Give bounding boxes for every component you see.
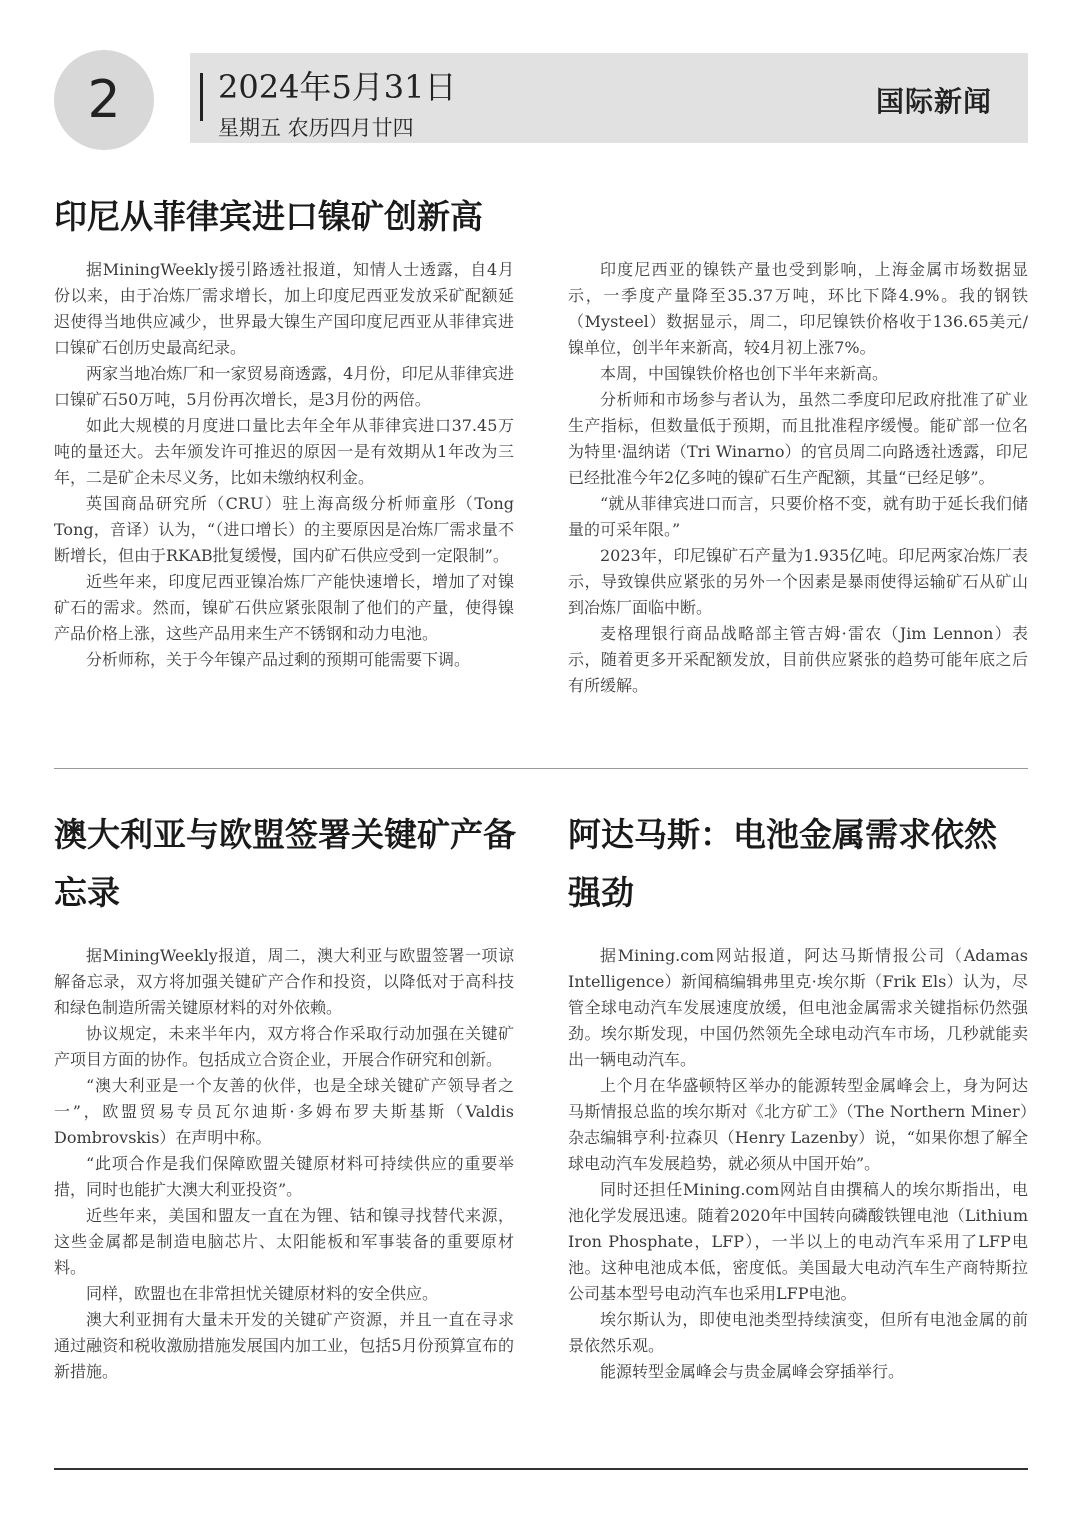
article1-left-column — [54, 257, 514, 673]
header-rule — [200, 73, 203, 121]
article2-paragraph: “此项合作是我们保障欧盟关键原材料可持续供应的重要举措，同时也能扩大澳大利亚投资”。 — [54, 1154, 514, 1199]
article1-paragraph: 两家当地冶炼厂和一家贸易商透露，4月份，印尼从菲律宾进口镍矿石50万吨，5月份再次增长，是3月份的两倍。 — [54, 364, 514, 409]
article2-paragraph: 近些年来，美国和盟友一直在为锂、钴和镍寻找替代来源，这些金属都是制造电脑芯片、太阳能板和军事装备的重要原材料。 — [54, 1206, 514, 1277]
section-divider — [54, 768, 1028, 769]
article1-paragraph: 据MiningWeekly援引路透社报道，知情人士透露，自4月份以来，由于冶炼厂需求增长，加上印度尼西亚发放采矿配额延迟使得当地供应减少，世界最大镍生产国印度尼西亚从菲律宾进口镍矿石创历史最高纪录。 — [54, 260, 514, 357]
article3-paragraph: 能源转型金属峰会与贵金属峰会穿插举行。 — [600, 1362, 905, 1381]
article1-paragraph: 麦格理银行商品战略部主管吉姆·雷农（Jim Lennon）表示，随着更多开采配额发放，目前供应紧张的趋势可能年底之后有所缓解。 — [568, 624, 1028, 695]
page-number: 2 — [87, 70, 121, 130]
article1-paragraph: 2023年，印尼镍矿石产量为1.935亿吨。印尼两家冶炼厂表示，导致镍供应紧张的另外一个因素是暴雨使得运输矿石从矿山到冶炼厂面临中断。 — [568, 546, 1028, 617]
page-number-badge — [54, 50, 154, 150]
article1-paragraph: 近些年来，印度尼西亚镍冶炼厂产能快速增长，增加了对镍矿石的需求。然而，镍矿石供应紧张限制了他们的产量，使得镍产品价格上涨，这些产品用来生产不锈钢和动力电池。 — [54, 572, 514, 643]
article1-right-column — [568, 257, 1028, 699]
article2-paragraph: 澳大利亚拥有大量未开发的关键矿产资源，并且一直在寻求通过融资和税收激励措施发展国内加工业，包括5月份预算宣布的新措施。 — [54, 1310, 514, 1381]
article2-title: 澳大利亚与欧盟签署关键矿产备忘录 — [54, 815, 516, 912]
article2-paragraph: 同样，欧盟也在非常担忧关键原材料的安全供应。 — [86, 1284, 439, 1303]
issue-weekday-lunar: 星期五 农历四月廿四 — [218, 116, 414, 140]
article1-paragraph: 分析师和市场参与者认为，虽然二季度印尼政府批准了矿业生产指标，但数量低于预期，而且批准程序缓慢。能矿部一位名为特里·温纳诺（Tri Winarno）的官员周二向路透社透露，印尼已经批准今年2亿多吨的镍矿石生产配额，其量“已经足够”。 — [568, 390, 1028, 487]
article1-title: 印尼从菲律宾进口镍矿创新高 — [54, 197, 483, 236]
article2-paragraph: 据MiningWeekly报道，周二，澳大利亚与欧盟签署一项谅解备忘录，双方将加强关键矿产合作和投资，以降低对于高科技和绿色制造所需关键原材料的对外依赖。 — [54, 946, 514, 1017]
article1-paragraph: 英国商品研究所（CRU）驻上海高级分析师童彤（Tong Tong，音译）认为，“（进口增长）的主要原因是冶炼厂需求量不断增长，但由于RKAB批复缓慢，国内矿石供应受到一定限制”。 — [54, 494, 514, 565]
issue-date: 2024年5月31日 — [218, 68, 457, 106]
article3-column — [568, 943, 1028, 1385]
article1-paragraph: 本周，中国镍铁价格也创下半年来新高。 — [600, 364, 889, 383]
article3-title: 阿达马斯：电池金属需求依然强劲 — [568, 815, 997, 912]
article1-paragraph: 如此大规模的月度进口量比去年全年从菲律宾进口37.45万吨的量还大。去年颁发许可推迟的原因一是有效期从1年改为三年，二是矿企未尽义务，比如未缴纳权利金。 — [54, 416, 514, 487]
article1-paragraph: 分析师称，关于今年镍产品过剩的预期可能需要下调。 — [86, 650, 471, 669]
article3-paragraph: 据Mining.com网站报道，阿达马斯情报公司（Adamas Intelligence）新闻稿编辑弗里克·埃尔斯（Frik Els）认为，尽管全球电动汽车发展速度放缓，但电池金属需求关键指标仍然强劲。埃尔斯发现，中国仍然领先全球电动汽车市场，几秒就能卖出一辆电动汽车。 — [568, 946, 1028, 1069]
section-name: 国际新闻 — [875, 85, 992, 118]
article2-paragraph: 协议规定，未来半年内，双方将合作采取行动加强在关键矿产项目方面的协作。包括成立合资企业，开展合作研究和创新。 — [54, 1024, 514, 1069]
article3-paragraph: 埃尔斯认为，即使电池类型持续演变，但所有电池金属的前景依然乐观。 — [568, 1310, 1028, 1355]
article1-paragraph: 印度尼西亚的镍铁产量也受到影响，上海金属市场数据显示，一季度产量降至35.37万吨，环比下降4.9%。我的钢铁（Mysteel）数据显示，周二，印尼镍铁价格收于136.65美元/镍单位，创半年来新高，较4月初上涨7%。 — [568, 260, 1028, 357]
page-bottom-rule — [54, 1468, 1028, 1470]
article2-paragraph: “澳大利亚是一个友善的伙伴，也是全球关键矿产领导者之一”，欧盟贸易专员瓦尔迪斯·多姆布罗夫斯基斯（Valdis Dombrovskis）在声明中称。 — [54, 1076, 514, 1147]
article3-paragraph: 同时还担任Mining.com网站自由撰稿人的埃尔斯指出，电池化学发展迅速。随着2020年中国转向磷酸铁锂电池（Lithium Iron Phosphate，LFP），一半以上的电动汽车采用了LFP电池。这种电池成本低，密度低。美国最大电动汽车生产商特斯拉公司基本型号电动汽车也采用LFP电池。 — [568, 1180, 1028, 1303]
article2-column — [54, 943, 514, 1385]
article3-paragraph: 上个月在华盛顿特区举办的能源转型金属峰会上，身为阿达马斯情报总监的埃尔斯对《北方矿工》（The Northern Miner）杂志编辑亨利·拉森贝（Henry Lazenby）说，“如果你想了解全球电动汽车发展趋势，就必须从中国开始”。 — [568, 1076, 1028, 1173]
article1-paragraph: “就从菲律宾进口而言，只要价格不变，就有助于延长我们储量的可采年限。” — [568, 494, 1028, 539]
